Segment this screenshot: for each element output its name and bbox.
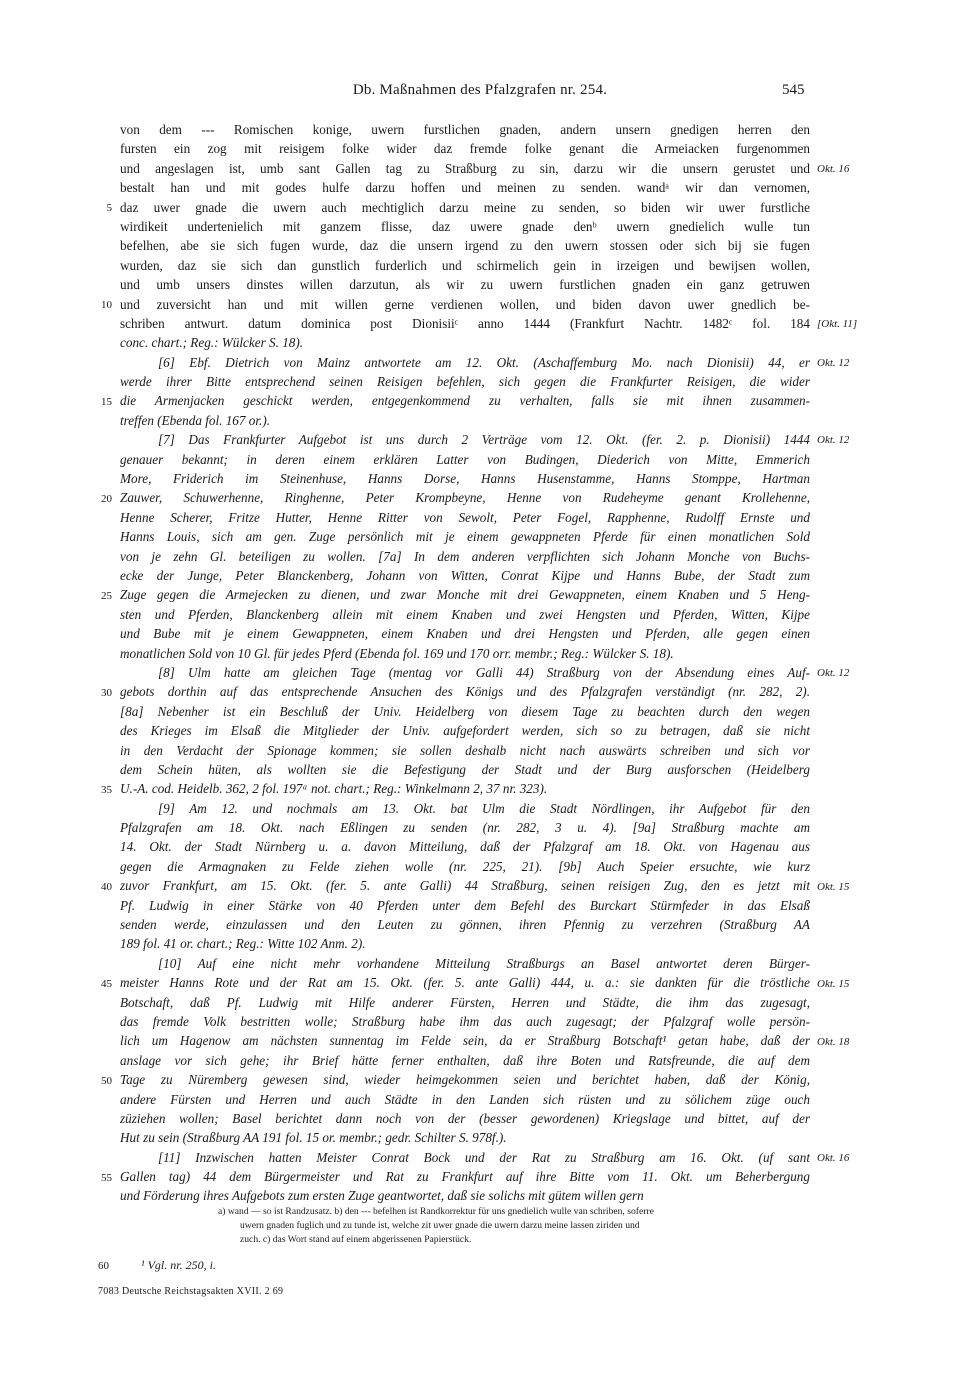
text-line: bestalt han und mit godes hulfe darzu hoffen und meinen zu senden. wandᵃ wir dan vernomen, [120,180,810,196]
footnote-line: zuch. c) das Wort stand auf einem abgerissenen Papierstück. [240,1234,472,1245]
text-line: von dem --- Romischen konige, uwern furstlichen gnaden, andern unsern gnedigen herren den [120,122,810,137]
text-line: treffen (Ebenda fol. 167 or.). [120,412,271,428]
text-line: und zuversicht han und mit willen gerne verdienen wollen, und biden davon uwer gnedlich be- [120,296,810,312]
text-line: [10] Auf eine nicht mehr vorhandene Mitteilung Straßburgs an Basel antwortet deren Bürger- [158,955,810,971]
text-line: züziehen wollen; Basel berichtet dann noch von der (besser gewordenen) Kriegslage und bittet, auf der [120,1110,810,1126]
text-line: und umb unsers dinstes willen darzutun, als wir zu uwern furstlichen gnaden ein ganz getruwen [120,277,810,293]
line-number: 20 [101,492,112,505]
text-line: dem Schein hüten, als wollten sie die Befestigung der Stadt und der Burg ausforschen (Heidelberg [120,761,810,777]
line-number: 15 [101,395,112,408]
imprint: 7083 Deutsche Reichstagsakten XVII. 2 69 [98,1286,284,1297]
text-line: gegen die Armagnaken zu Felde ziehen wolle (nr. 225, 21). [9b] Auch Speier ersuchte, wie kurz [120,858,810,874]
text-line: befelhen, abe sie sich fugen wurde, daz die unsern irgend zu den uwern stossen oder sich bij sie fugen [120,238,810,254]
text-line: sten und Pferden, Blanckenberg allein mit einem Knaben und zwei Hengsten und Pferden, Witten, Kijpe [120,606,810,622]
margin-date: Okt. 15 [817,880,850,893]
margin-date: Okt. 16 [817,162,850,175]
text-line: lich um Hagenow am nächsten sunnentag im Felde sein, da er Straßburg Botschaft¹ getan habe, daß der [120,1033,810,1049]
text-line: des Krieges im Elsaß die Mitglieder der Univ. aufgefordert werden, sich so zu betragen, daß sie nicht [120,723,810,739]
footnote-line-number: 60 [98,1260,109,1272]
text-line: Henne Scherer, Fritze Hutter, Henne Ritter von Sewolt, Peter Fogel, Rapphenne, Rudolff Ernste und [120,509,810,525]
footnote-line: a) wand — so ist Randzusatz. b) den --- befelhen ist Randkorrektur für uns gnedielich wulle van schriben, soferre [218,1206,654,1217]
running-title: Db. Maßnahmen des Pfalzgrafen nr. 254. [352,82,608,98]
text-line: ecke der Junge, Peter Blanckenberg, Johann von Witten, Conrat Kijpe und Hanns Bube, der Stadt zum [120,567,810,583]
page-number: 545 [782,82,805,98]
margin-date: Okt. 18 [817,1035,850,1048]
text-line: wirdikeit undertenielich mit ganzem flisse, daz uwere gnade denᵇ uwern gnedielich wulle tun [120,218,810,234]
text-line: senden werde, einzulassen und den Leuten zu gönnen, ihren Pfennig zu verzehren (Straßburg AA [120,917,810,933]
text-line: und Förderung ihres Aufgebots zum ersten Zuge geantwortet, daß sie solichs mit gütem willen gern [120,1188,644,1204]
line-number: 35 [101,783,112,796]
line-number: 55 [101,1171,112,1184]
text-line: [8] Ulm hatte am gleichen Tage (mentag vor Galli 44) Straßburg von der Absendung eines Auf- [158,664,810,680]
text-line: Hut zu sein (Straßburg AA 191 fol. 15 or. membr.; gedr. Schilter S. 978f.). [120,1130,507,1146]
text-line: und Bube mit je einem Gewappneten, einem Knaben und drei Hengsten und Pferden, alle gegen einen [120,626,810,642]
margin-date: Okt. 15 [817,977,850,990]
text-line: wurden, daz sie sich dan gunstlich furderlich und schirmelich gein in irzeigen und bewijsen wollen, [120,257,810,273]
line-number: 40 [101,880,112,893]
text-line: und angeslagen ist, umb sant Gallen tag zu Straßburg zu sin, darzu wir die unsern gerustet und [120,160,810,176]
text-line: in den Verdacht der Spionage kommen; sie sollen deshalb nicht nach auswärts schreiben und sich vor [120,742,810,758]
line-number: 10 [101,298,112,311]
text-line: gebots dorthin auf das entsprechende Ansuchen des Königs und des Pfalzgrafen verständigt (nr. 282, 2). [120,684,810,700]
text-line: schriben antwurt. datum dominica post Dionisiiᶜ anno 1444 (Frankfurt Nachtr. 1482ᶜ fol. 184 [120,315,810,331]
text-line: [11] Inzwischen hatten Meister Conrat Bock und der Rat zu Straßburg am 16. Okt. (uf sant [158,1149,810,1165]
text-line: U.-A. cod. Heidelb. 362, 2 fol. 197ᵃ not. chart.; Reg.: Winkelmann 2, 37 nr. 323). [120,781,548,797]
text-line: meister Hanns Rote und der Rat am 15. Okt. (fer. 5. ante Galli) 444, u. a.: sie dankten für die tröstliche [120,975,810,991]
margin-date: [Okt. 11] [817,318,858,330]
text-line: Hanns Louis, sich am gen. Zuge persönlich mit je einem gewappneten Pferde für einen monatlichen Sold [120,529,810,545]
text-line: Zauwer, Schuwerhenne, Ringhenne, Peter Krompbeyne, Henne von Rudeheyme genant Krollehenne, [120,490,810,506]
margin-date: Okt. 12 [817,667,850,680]
text-line: Zuge gegen die Armejecken zu dienen, und zwar Monche mit drei Gewappneten, einem Knaben und 5 Heng- [120,587,810,603]
line-number: 45 [101,977,112,990]
text-line: daz uwer gnade die uwern auch mechtiglich darzu meine zu senden, so biden wir uwer furstliche [120,199,810,215]
text-line: anslage vor sich gehe; ihr Brief hätte ferner enthalten, daß ihre Boten und Ratsfreunde, die auf dem [120,1052,810,1068]
margin-date: Okt. 12 [817,356,850,369]
body-text [120,120,810,1206]
margin-date: Okt. 16 [817,1152,850,1165]
footnotes [218,1205,813,1247]
line-number: 5 [106,201,112,214]
line-number: 30 [101,686,112,699]
text-line: fursten ein zog mit reisigem folke wider daz fremde folke genant die Armeiacken furgenommen [120,141,810,157]
text-line: das fremde Volk bestritten wolle; Straßburg habe ihm das auch zugesagt; der Pfalzgraf wolle persön- [120,1013,810,1029]
text-line: werde ihrer Bitte entsprechend seinen Reisigen befehlen, sich gegen die Frankfurter Reisigen, die wider [120,374,810,390]
text-line: von je zehn Gl. beteiligen zu wollen. [7a] In dem anderen verpflichten sich Johann Monche von Buchs- [120,548,810,564]
text-line: Botschaft, daß Pf. Ludwig mit Hilfe anderer Fürsten, Herren und Städte, die ihm das zugesagt, [120,994,810,1010]
text-line: [7] Das Frankfurter Aufgebot ist uns durch 2 Verträge vom 12. Okt. (fer. 2. p. Dionisii) 1444 [158,432,810,448]
text-line: die Armenjacken geschickt werden, entgegenkommend zu verhalten, falls sie mit ihnen zusammen- [120,393,810,409]
text-line: [8a] Nebenher ist ein Beschluß der Univ. Heidelberg von diesem Tage zu beachten durch den wegen [120,703,810,719]
text-line: 14. Okt. der Stadt Nürnberg u. a. davon Mitteilung, daß der Pfalzgraf am 18. Okt. von Hagenau aus [120,839,810,855]
text-line: conc. chart.; Reg.: Wülcker S. 18). [120,335,304,351]
text-line: monatlichen Sold von 10 Gl. für jedes Pferd (Ebenda fol. 169 und 170 orr. membr.; Reg.: Wülcker S. 18). [120,645,674,661]
margin-date: Okt. 12 [817,434,850,447]
footnote-reference [98,1258,498,1273]
line-number: 50 [101,1074,112,1087]
text-line: andere Fürsten und Herren und auch Städte in den Landen sich rüsten und zu sölichem züge ouch [120,1091,810,1107]
text-line: 189 fol. 41 or. chart.; Reg.: Witte 102 Anm. 2). [120,936,366,952]
footnote-reference-text: ¹ Vgl. nr. 250, i. [141,1258,216,1272]
text-line: Tage zu Nüremberg gewesen sind, wieder heimgekommen seien und berichtet haben, daß der König, [120,1072,810,1088]
text-line: More, Friderich im Steinenhuse, Hanns Dorse, Hanns Husenstamme, Hanns Stomppe, Hartman [120,471,810,487]
text-line: genauer bekannt; in deren einem erklären Latter von Budingen, Diederich von Mitte, Emmerich [120,451,810,467]
text-line: Gallen tag) 44 dem Bürgermeister und Rat zu Frankfurt auf ihre Bitte vom 11. Okt. um Beherbergung [120,1169,810,1185]
text-line: Pfalzgrafen am 18. Okt. nach Eßlingen zu senden (nr. 282, 3 u. 4). [9a] Straßburg machte am [120,820,810,836]
line-number: 25 [101,589,112,602]
text-line: Pf. Ludwig in einer Stärke von 40 Pferden unter dem Befehl des Burckart Stürmfeder in das Elsaß [120,897,810,913]
text-line: [9] Am 12. und nochmals am 13. Okt. bat Ulm die Stadt Nördlingen, ihr Aufgebot für den [158,800,810,816]
footnote-line: uwern gnaden fuglich und zu tunde ist, welche zit uwer gnade die uwern darzu meine lassen ziriden und [240,1220,640,1231]
text-line: [6] Ebf. Dietrich von Mainz antwortete am 12. Okt. (Aschaffemburg Mo. nach Dionisii) 44, er [158,354,810,370]
text-line: zuvor Frankfurt, am 15. Okt. (fer. 5. ante Galli) 44 Straßburg, seinen reisigen Zug, den es jetzt mit [120,878,810,894]
